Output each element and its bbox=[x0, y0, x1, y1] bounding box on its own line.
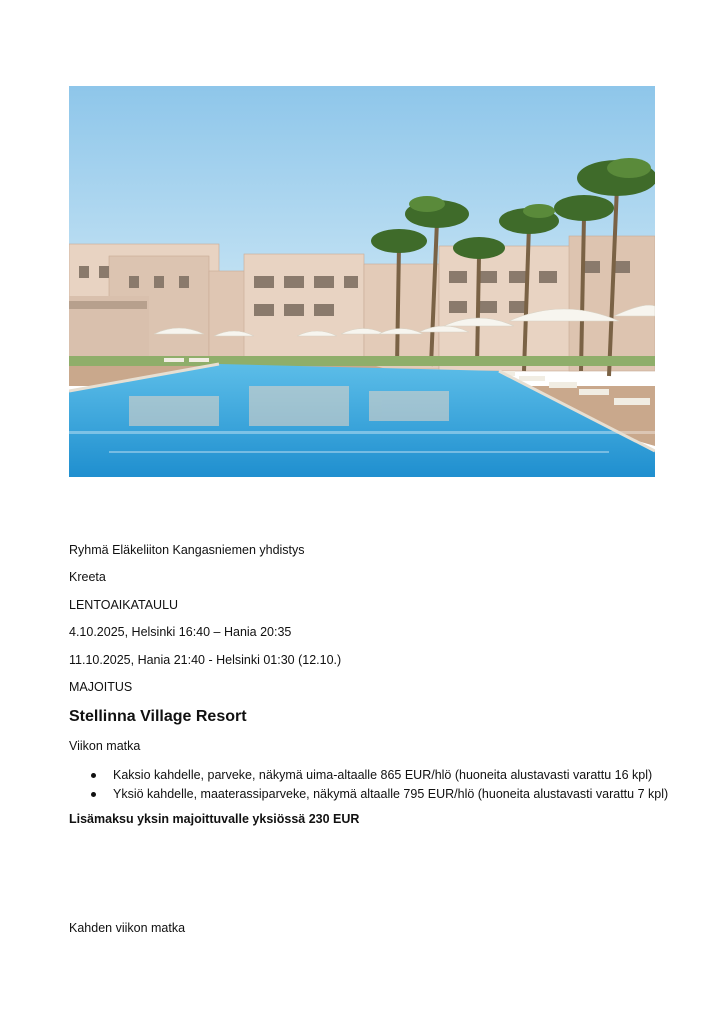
single-supplement: Lisämaksu yksin majoittuvalle yksiössä 230 EUR bbox=[69, 812, 360, 826]
list-item bbox=[69, 785, 668, 804]
one-week-trip: Viikon matka bbox=[69, 739, 141, 753]
destination: Kreeta bbox=[69, 570, 106, 584]
list-item bbox=[69, 766, 668, 785]
bullet-icon bbox=[91, 792, 96, 797]
accommodation-heading: MAJOITUS bbox=[69, 680, 133, 694]
two-week-trip: Kahden viikon matka bbox=[69, 921, 186, 935]
group-name: Ryhmä Eläkeliiton Kangasniemen yhdistys bbox=[69, 543, 305, 557]
flight-outbound: 4.10.2025, Helsinki 16:40 – Hania 20:35 bbox=[69, 625, 292, 639]
flights-heading: LENTOAIKATAULU bbox=[69, 598, 179, 612]
flight-return: 11.10.2025, Hania 21:40 - Helsinki 01:30 (12.10.) bbox=[69, 653, 342, 667]
room-option-text: Yksiö kahdelle, maaterassiparveke, näkymä altaalle 795 EUR/hlö (huoneita alustavasti varattu 7 kpl) bbox=[113, 787, 669, 801]
resort-pool-photo bbox=[69, 86, 655, 477]
room-option-text: Kaksio kahdelle, parveke, näkymä uima-altaalle 865 EUR/hlö (huoneita alustavasti varattu 16 kpl) bbox=[113, 768, 653, 782]
hotel-name: Stellinna Village Resort bbox=[69, 708, 247, 725]
room-options-list bbox=[69, 766, 668, 804]
bullet-icon bbox=[91, 773, 96, 778]
